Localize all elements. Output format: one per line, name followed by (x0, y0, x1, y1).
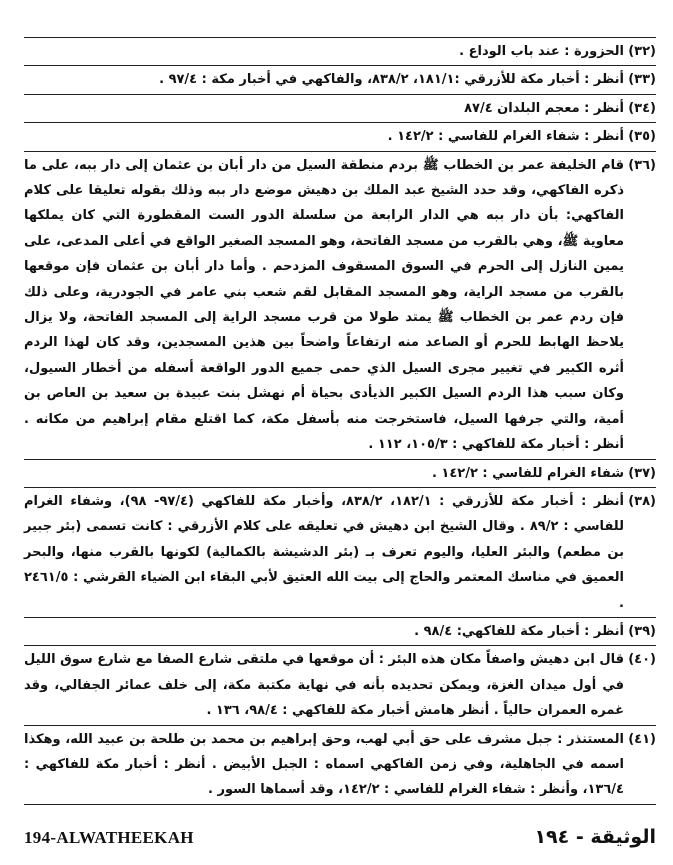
footnote-text: أنظر : أخبار مكة للفاكهي: ٩٨/٤ . (414, 623, 624, 639)
footnote (24, 646, 656, 725)
footnote-text: أنظر : معجم البلدان ٨٧/٤ (464, 100, 624, 116)
footnote-text: أنظر : أخبار مكة للأزرقي : ١٨٢/١، ٨٣٨/٢، وأخبار مكة للفاكهي (٩٧/٤- ٩٨)، وشفاء الغرام للفاسي : ٨٩/٢ . وقال الشيخ ابن دهيش في تعليقه على كلام الأزرقي : كانت تسمى (بئر جبير بن مطعم) والبئر العليا، واليوم تعرف بـ (بئر الدشيشة بالكمالية) لكونها بالقرب منها، والبحر العميق في مناسك المعتمر والحاج إلى بيت الله العتيق لأبي البقاء ابن الضياء القرشي : ٢٤٦١/٥ . (24, 493, 625, 611)
footnote-number: (٣٣) (628, 72, 656, 88)
footnote (24, 95, 656, 123)
footnote (24, 66, 656, 94)
footnote-number: (٣٧) (628, 465, 656, 481)
footnote (24, 618, 656, 646)
footnote (24, 460, 656, 488)
footnote-number: (٣٤) (628, 100, 656, 116)
footnote (24, 488, 656, 618)
footnote-text: قال ابن دهيش واصفاً مكان هذه البئر : أن موقعها في ملتقى شارع الصفا مع شارع سوق الليل في أول ميدان الغزة، ويمكن تحديده بأنه في نهاية مكتبة مكة، إلى خلف عمائر الجفالي، وقد غمره العمران حالياً . أنظر هامش أخبار مكة للفاكهي : ٩٨/٤، ١٣٦ . (24, 652, 624, 719)
footnote-number: (٣٨) (628, 493, 656, 509)
footnote-number: (٣٢) (628, 44, 656, 59)
footnote-number: (٣٩) (628, 623, 656, 639)
footnote-text: قام الخليفة عمر بن الخطاب ﷺ بردم منطقة السيل من دار أبان بن عثمان إلى دار ببه، على ما ذكره الفاكهي، وقد حدد الشيخ عبد الملك بن دهيش موضع دار ببه وذلك بقوله تعليقا على كلام الفاكهي: بأن دار ببه هي الدار الرابعة من سلسلة الدور الست المقطورة التي كان يملكها معاوية ﷺ، وهي بالقرب من مسجد الفاتحة، وهو المسجد الصغير الواقع في أعلى المدعى، على يمين النازل إلى الحرم في السوق المسقوف المزدحم . وأما دار أبان بن عثمان فإن موقعها بالقرب من مسجد الراية، وهو المسجد المقابل لقم شعب بني عامر في الجودرية، وعلى ذلك فإن ردم عمر بن الخطاب ﷺ يمتد طولا من قرب مسجد الراية إلى المسجد الفاتحة، ولا يزال يلاحظ الهابط للحرم أو الصاعد منه ارتفاعاً واضحاً بين هذين المسجدين، وقد كان لهذا الردم أثره الكبير في تغيير مجرى السيل الذي حمى جميع الدور الواقعة أسفله من أخطار السيول، وكان سبب هذا الردم السيل الكبير الذيأدى بحياة أم نهشل بنت عبيدة بن سعيد بن العاص بن أمية، والتي جرفها السيل، فاستخرجت منه بأسفل مكة، كما اقتلع مقام إبراهيم من مكانه . أنظر : أخبار مكة للفاكهي : ١٠٥/٣، ١١٢ . (24, 157, 624, 453)
footnote-text: أنظر : أخبار مكة للأزرقي :١٨١/١، ٨٣٨/٢، والفاكهي في أخبار مكة : ٩٧/٤ . (159, 72, 624, 88)
footnote-text: المستنذر : جبل مشرف على حق أبي لهب، وحق إبراهيم بن محمد بن طلحة بن عبيد الله، وهكذا اسمه في الجاهلية، وفي زمن الفاكهي اسماه : الجبل الأبيض . أنظر : أخبار مكة للفاكهي : ١٣٦/٤، وأنظر : شفاء الغرام للفاسي : ١٤٢/٢، وقد أسماها السور . (24, 731, 624, 798)
footnote-text: أنظر : شفاء الغرام للفاسي : ١٤٢/٢ . (387, 129, 624, 145)
footnote (24, 152, 656, 460)
footnote-number: (٣٥) (628, 129, 656, 145)
footnote-number: (٤١) (628, 731, 656, 747)
footnote-text: الحزورة : عند باب الوداع . (459, 44, 624, 59)
footnote (24, 123, 656, 151)
footnote-number: (٣٦) (628, 157, 656, 173)
footnote (24, 726, 656, 805)
footnote (24, 37, 656, 66)
footer-arabic-page-label: الوثيقة - ١٩٤ (534, 826, 656, 848)
page-footer (24, 824, 656, 854)
footer-english-page-label: 194-ALWATHEEKAH (24, 828, 194, 847)
footnote-text: شفاء الغرام للفاسي : ١٤٢/٢ . (431, 465, 624, 481)
footnote-number: (٤٠) (628, 652, 656, 668)
footnotes-list (24, 37, 656, 805)
